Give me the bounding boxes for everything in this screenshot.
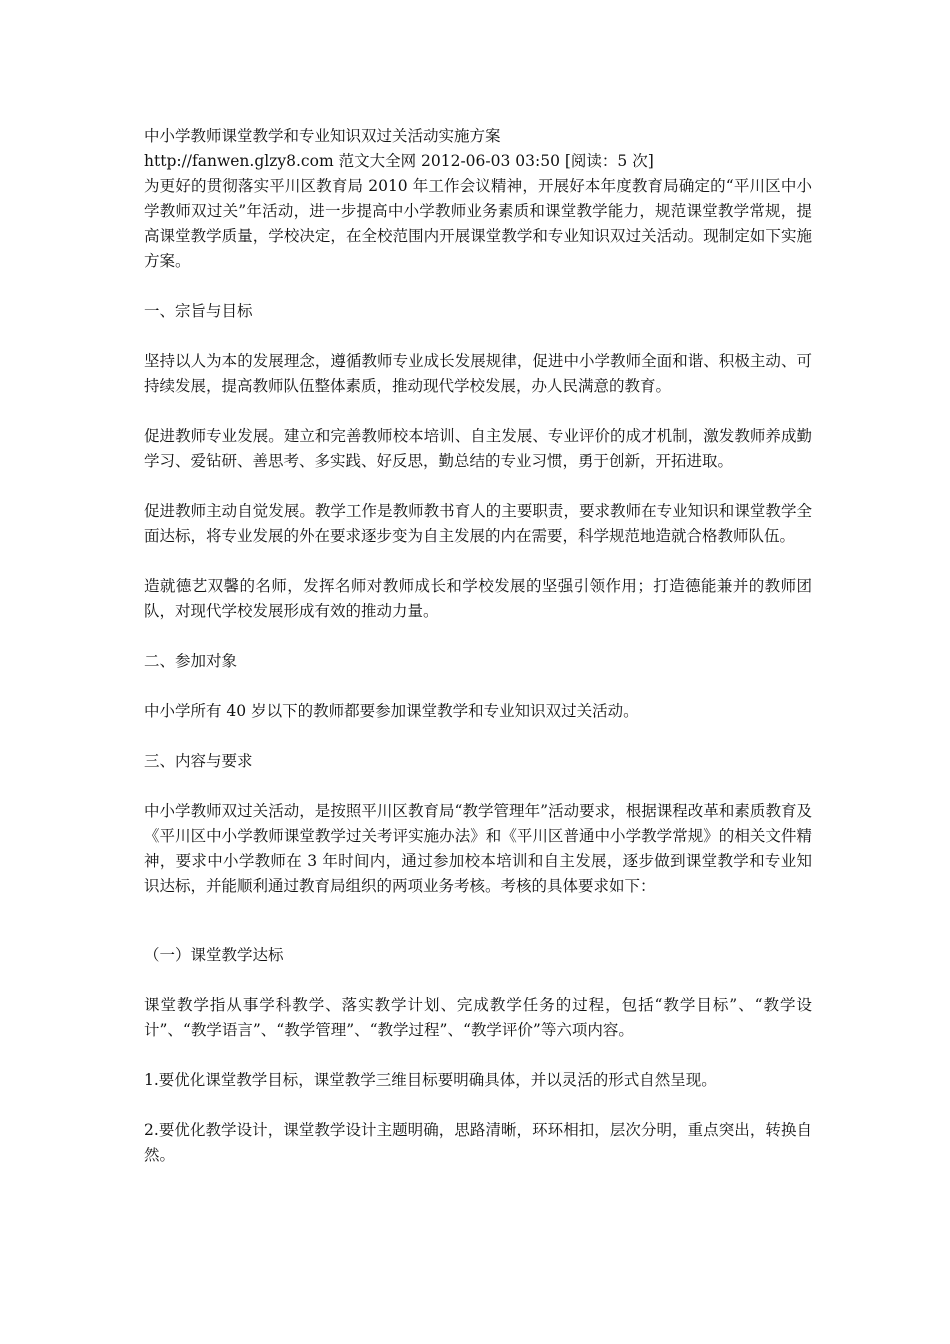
document-body bbox=[144, 124, 812, 1168]
paragraph: 中小学所有 40 岁以下的教师都要参加课堂教学和专业知识双过关活动。 bbox=[144, 702, 639, 720]
subsection-heading-1: （一）课堂教学达标 bbox=[144, 946, 284, 964]
section-heading-2: 二、参加对象 bbox=[144, 652, 238, 670]
list-item: 1.要优化课堂教学目标，课堂教学三维目标要明确具体，并以灵活的形式自然呈现。 bbox=[144, 1071, 717, 1089]
paragraph: 课堂教学指从事学科教学、落实教学计划、完成教学任务的过程，包括“教学目标”、“教学设计”、“教学语言”、“教学管理”、“教学过程”、“教学评价”等六项内容。 bbox=[144, 996, 812, 1039]
paragraph: 坚持以人为本的发展理念，遵循教师专业成长发展规律，促进中小学教师全面和谐、积极主动、可持续发展，提高教师队伍整体素质，推动现代学校发展，办人民满意的教育。 bbox=[144, 352, 812, 395]
source-line: http://fanwen.glzy8.com 范文大全网 2012-06-03 03:50 [阅读：5 次] bbox=[144, 152, 654, 170]
section-heading-3: 三、内容与要求 bbox=[144, 752, 253, 770]
paragraph: 促进教师主动自觉发展。教学工作是教师教书育人的主要职责，要求教师在专业知识和课堂教学全面达标，将专业发展的外在要求逐步变为自主发展的内在需要，科学规范地造就合格教师队伍。 bbox=[144, 502, 812, 545]
document-title: 中小学教师课堂教学和专业知识双过关活动实施方案 bbox=[144, 127, 501, 145]
paragraph: 促进教师专业发展。建立和完善教师校本培训、自主发展、专业评价的成才机制，激发教师养成勤学习、爱钻研、善思考、多实践、好反思，勤总结的专业习惯，勇于创新，开拓进取。 bbox=[144, 427, 812, 470]
intro-paragraph: 为更好的贯彻落实平川区教育局 2010 年工作会议精神，开展好本年度教育局确定的“平川区中小学教师双过关”年活动，进一步提高中小学教师业务素质和课堂教学能力，规范课堂教学常规，提高课堂教学质量，学校决定，在全校范围内开展课堂教学和专业知识双过关活动。现制定如下实施方案。 bbox=[144, 177, 812, 270]
section-heading-1: 一、宗旨与目标 bbox=[144, 302, 253, 320]
paragraph: 造就德艺双馨的名师，发挥名师对教师成长和学校发展的坚强引领作用；打造德能兼并的教师团队，对现代学校发展形成有效的推动力量。 bbox=[144, 577, 812, 620]
paragraph: 中小学教师双过关活动，是按照平川区教育局“教学管理年”活动要求，根据课程改革和素质教育及《平川区中小学教师课堂教学过关考评实施办法》和《平川区普通中小学教学常规》的相关文件精神，要求中小学教师在 3 年时间内，通过参加校本培训和自主发展，逐步做到课堂教学和专业知识达标，并能顺利通过教育局组织的两项业务考核。考核的具体要求如下： bbox=[144, 802, 812, 895]
list-item: 2.要优化教学设计，课堂教学设计主题明确，思路清晰，环环相扣，层次分明，重点突出，转换自然。 bbox=[144, 1121, 812, 1164]
